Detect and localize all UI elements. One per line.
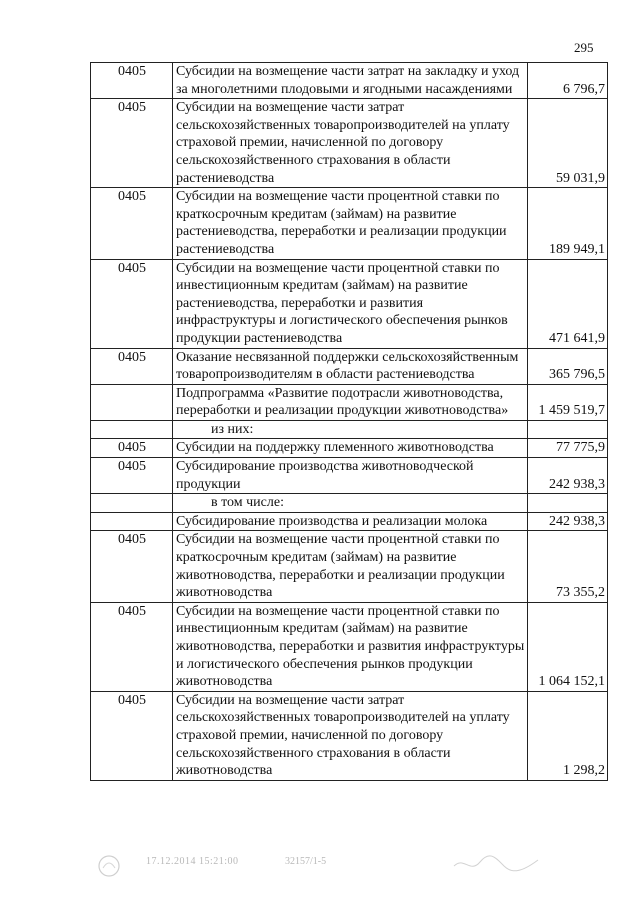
row-description-cell: Субсидии на возмещение части затрат сельскохозяйственных товаропроизводителей на уплату страховой премии, начисленной по договору сельскохозяйственного страхования в области растениеводства [173, 99, 528, 188]
row-code-cell: 0405 [91, 691, 173, 780]
row-amount-cell: 1 298,2 [528, 691, 608, 780]
row-description-cell: Субсидии на возмещение части процентной ставки по краткосрочным кредитам (займам) на развитие растениеводства, переработки и реализации продукции растениеводства [173, 188, 528, 259]
page-number: 295 [574, 40, 594, 55]
row-amount-cell [528, 494, 608, 513]
row-amount-cell: 59 031,9 [528, 99, 608, 188]
table-row [91, 602, 608, 691]
row-description-cell: Субсидии на возмещение части затрат на закладку и уход за многолетними плодовыми и ягодными насаждениями [173, 63, 528, 99]
table-row [91, 348, 608, 384]
page-footer [0, 852, 640, 882]
table-row [91, 494, 608, 513]
table-row [91, 420, 608, 439]
row-description-cell: Субсидии на поддержку племенного животноводства [173, 439, 528, 458]
row-amount-cell: 365 796,5 [528, 348, 608, 384]
footer-timestamp: 17.12.2014 15:21:00 [146, 856, 239, 867]
row-code-cell: 0405 [91, 348, 173, 384]
row-amount-cell: 189 949,1 [528, 188, 608, 259]
table-row [91, 458, 608, 494]
faint-signature-scribble [452, 852, 542, 876]
budget-table-body [91, 63, 608, 781]
row-amount-cell: 242 938,3 [528, 512, 608, 531]
table-row [91, 384, 608, 420]
footer-document-id: 32157/1-5 [285, 856, 327, 867]
row-amount-cell: 73 355,2 [528, 531, 608, 602]
row-code-cell: 0405 [91, 531, 173, 602]
row-code-cell: 0405 [91, 188, 173, 259]
row-code-cell: 0405 [91, 458, 173, 494]
row-code-cell: 0405 [91, 99, 173, 188]
table-row [91, 63, 608, 99]
row-description-cell: Субсидии на возмещение части процентной ставки по инвестиционным кредитам (займам) на развитие растениеводства, переработки и развития инфраструктуры и логистического обеспечения рынков продукции растениеводства [173, 259, 528, 348]
row-amount-cell [528, 420, 608, 439]
row-amount-cell: 242 938,3 [528, 458, 608, 494]
row-description-cell: из них: [173, 420, 528, 439]
table-row [91, 259, 608, 348]
row-amount-cell: 1 459 519,7 [528, 384, 608, 420]
table-row [91, 439, 608, 458]
row-amount-cell: 77 775,9 [528, 439, 608, 458]
table-row [91, 99, 608, 188]
row-code-cell [91, 512, 173, 531]
row-code-cell: 0405 [91, 63, 173, 99]
row-code-cell: 0405 [91, 439, 173, 458]
row-code-cell [91, 384, 173, 420]
row-amount-cell: 471 641,9 [528, 259, 608, 348]
row-description-cell: Оказание несвязанной поддержки сельскохозяйственным товаропроизводителям в области растениеводства [173, 348, 528, 384]
row-code-cell: 0405 [91, 259, 173, 348]
table-row [91, 188, 608, 259]
row-description-cell: Подпрограмма «Развитие подотрасли животноводства, переработки и реализации продукции животноводства» [173, 384, 528, 420]
row-amount-cell: 6 796,7 [528, 63, 608, 99]
budget-table [90, 62, 608, 781]
row-code-cell [91, 420, 173, 439]
row-description-cell: Субсидии на возмещение части процентной ставки по краткосрочным кредитам (займам) на развитие животноводства, переработки и реализации продукции животноводства [173, 531, 528, 602]
table-row [91, 531, 608, 602]
row-code-cell: 0405 [91, 602, 173, 691]
row-description-cell: Субсидирование производства и реализации молока [173, 512, 528, 531]
table-row [91, 691, 608, 780]
row-description-cell: Субсидирование производства животноводческой продукции [173, 458, 528, 494]
table-row [91, 512, 608, 531]
row-amount-cell: 1 064 152,1 [528, 602, 608, 691]
faint-logo-mark [95, 852, 123, 880]
row-code-cell [91, 494, 173, 513]
row-description-cell: Субсидии на возмещение части затрат сельскохозяйственных товаропроизводителей на уплату страховой премии, начисленной по договору сельскохозяйственного страхования в области животноводства [173, 691, 528, 780]
row-description-cell: в том числе: [173, 494, 528, 513]
row-description-cell: Субсидии на возмещение части процентной ставки по инвестиционным кредитам (займам) на развитие животноводства, переработки и развития инфраструктуры и логистического обеспечения рынков продукции животноводства [173, 602, 528, 691]
